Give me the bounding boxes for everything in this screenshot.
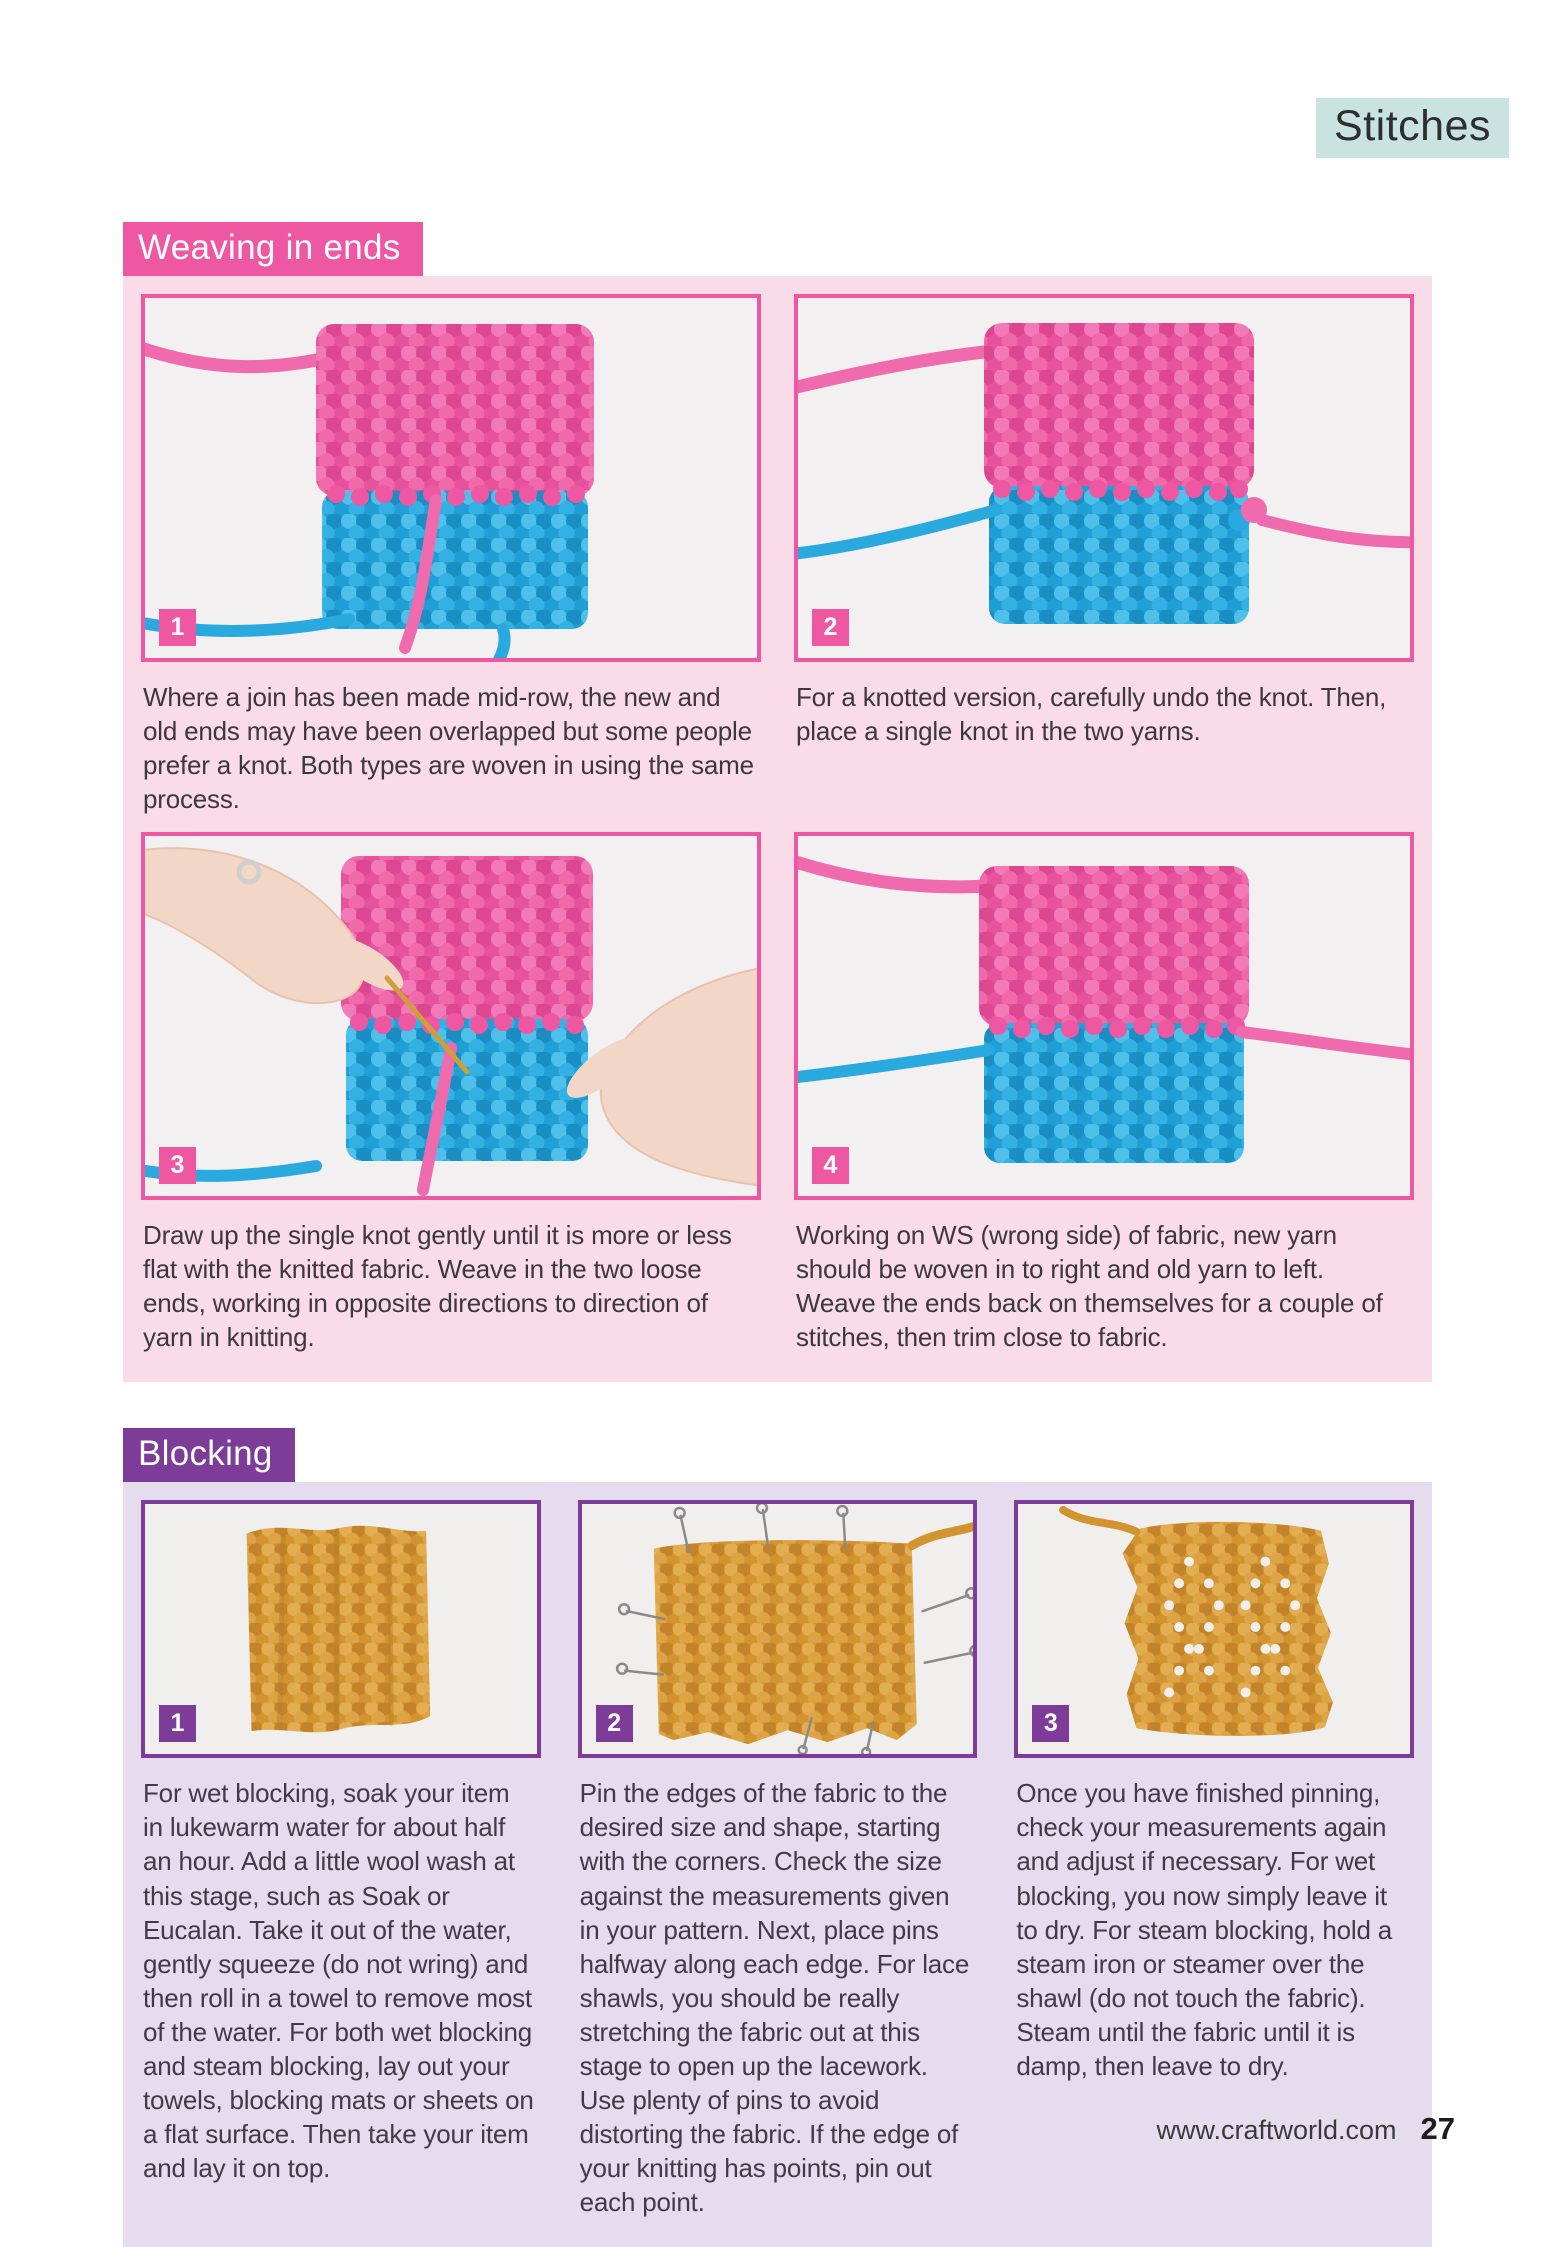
photo-weaving-step-1 bbox=[141, 294, 761, 662]
blocking-step-2 bbox=[578, 1500, 978, 2235]
weaving-step-3 bbox=[141, 832, 761, 1370]
step-number-badge: 3 bbox=[1032, 1705, 1069, 1742]
section-title-blocking: Blocking bbox=[123, 1428, 295, 1482]
step-number-badge: 2 bbox=[812, 609, 849, 646]
step-number-badge: 4 bbox=[812, 1147, 849, 1184]
weaving-step-4 bbox=[794, 832, 1414, 1370]
footer-website: www.craftworld.com bbox=[1156, 2115, 1397, 2145]
weaving-step-2 bbox=[794, 294, 1414, 832]
photo-blocking-step-1 bbox=[141, 1500, 541, 1758]
figure-caption: Pin the edges of the fabric to the desired size and shape, starting with the corners. Check the size against the measurements given in your pattern. Next, place pins halfway along each edge. For lace shawls, you should be really stretching the fabric out at this stage to open up the lacework. Use plenty of pins to avoid distorting the fabric. If the edge of your knitting has points, pin out each point. bbox=[579, 1778, 970, 2217]
hands-weaving-needle-illustration bbox=[145, 836, 757, 1196]
weaving-panel bbox=[123, 276, 1432, 1382]
figure-caption: For a knotted version, carefully undo the knot. Then, place a single knot in the two yarns. bbox=[796, 682, 1387, 747]
swatch-loose-ends-illustration bbox=[145, 298, 757, 658]
page-section-tag: Stitches bbox=[1316, 98, 1509, 158]
photo-weaving-step-3 bbox=[141, 832, 761, 1200]
figure-caption: Once you have finished pinning, check your measurements again and adjust if necessary. For wet blocking, you now simply leave it to dry. For steam blocking, hold a steam iron or steamer over the shawl (do not touch the fabric). Steam until the fabric until it is damp, then leave to dry. bbox=[1016, 1778, 1392, 2081]
page-footer bbox=[1156, 2111, 1455, 2147]
section-title-weaving: Weaving in ends bbox=[123, 222, 423, 276]
swatch-knot-illustration bbox=[798, 298, 1410, 658]
photo-blocking-step-2 bbox=[578, 1500, 978, 1758]
step-number-badge: 1 bbox=[159, 1705, 196, 1742]
blocked-lace-swatch-illustration bbox=[1018, 1504, 1410, 1754]
blocking-step-1 bbox=[141, 1500, 541, 2235]
footer-page-number: 27 bbox=[1420, 2111, 1455, 2146]
step-number-badge: 2 bbox=[596, 1705, 633, 1742]
figure-caption: Where a join has been made mid-row, the new and old ends may have been overlapped but some people prefer a knot. Both types are woven in using the same process. bbox=[143, 682, 754, 815]
figure-caption: Draw up the single knot gently until it is more or less flat with the knitted fabric. Weave in the two loose ends, working in opposite directions to direction of yarn in knitting. bbox=[143, 1220, 732, 1353]
figure-caption: Working on WS (wrong side) of fabric, new yarn should be woven in to right and old yarn to left. Weave the ends back on themselves for a couple of stitches, then trim close to fabric. bbox=[796, 1220, 1383, 1353]
photo-blocking-step-3 bbox=[1014, 1500, 1414, 1758]
photo-weaving-step-4 bbox=[794, 832, 1414, 1200]
figure-caption: For wet blocking, soak your item in lukewarm water for about half an hour. Add a little wool wash at this stage, such as Soak or Eucalan. Take it out of the water, gently squeeze (do not wring) and then roll in a towel to remove most of the water. For both wet blocking and steam blocking, lay out your towels, blocking mats or sheets on a flat surface. Then take your item and lay it on top. bbox=[143, 1778, 534, 2183]
weaving-section bbox=[123, 222, 1432, 1382]
pinned-swatch-illustration bbox=[582, 1504, 974, 1754]
swatch-woven-ends-illustration bbox=[798, 836, 1410, 1196]
step-number-badge: 1 bbox=[159, 609, 196, 646]
unblocked-swatch-illustration bbox=[145, 1504, 537, 1754]
weaving-step-1 bbox=[141, 294, 761, 832]
step-number-badge: 3 bbox=[159, 1147, 196, 1184]
photo-weaving-step-2 bbox=[794, 294, 1414, 662]
